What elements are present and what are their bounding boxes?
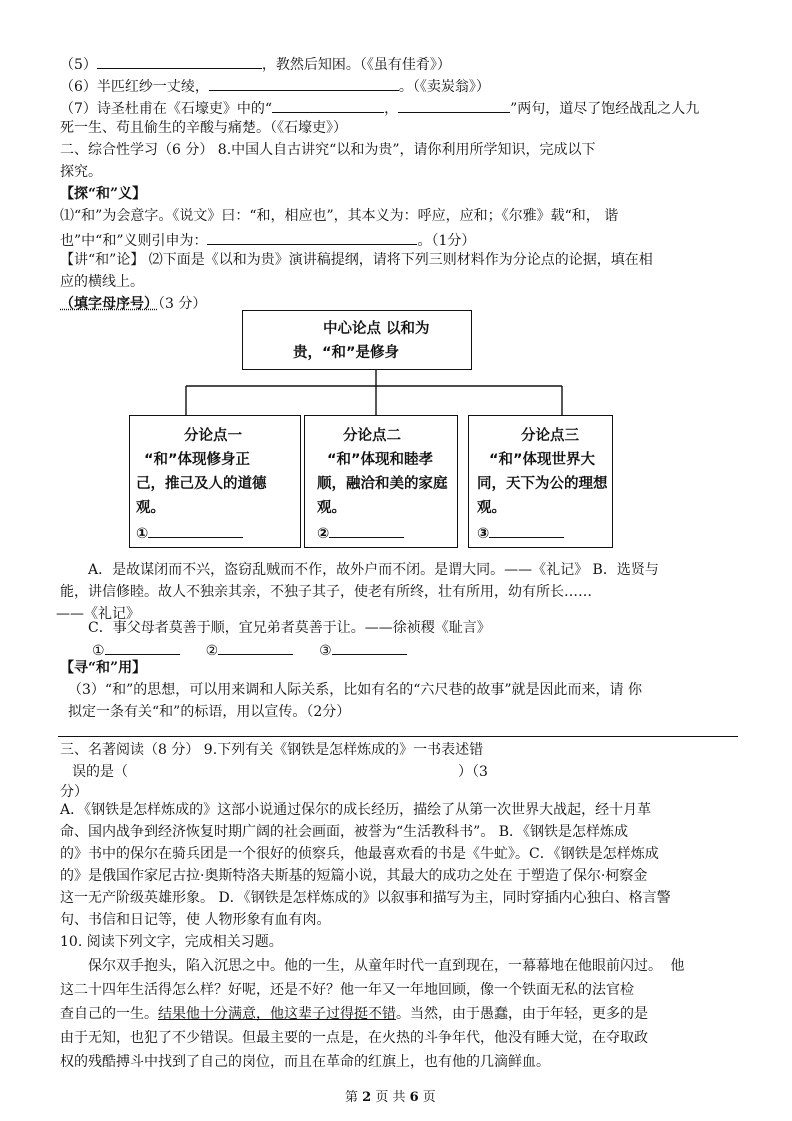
section2-title-cont: 探究。	[60, 164, 102, 180]
sub-argument-box-2: 分论点二 “和”体现和睦孝 顺，融洽和美的家庭 观。 ②	[304, 415, 458, 548]
heading-find-use: 【寻“和”用】	[60, 660, 147, 676]
material-a-line2: 能，讲信修睦。故人不独亲其亲，不独子其子，使老有所终，壮有所用，幼有所长……	[60, 584, 592, 600]
q2-fill-note: （填字母序号）（3 分）	[60, 296, 207, 312]
sub-argument-box-3: 分论点三 “和”体现世界大 同，天下为公的理想 观。 ③	[468, 415, 613, 548]
q2-line-a: 【讲“和”论】 ⑵下面是《以和为贵》演讲稿提纲，请将下列三则材料作为分论点的论据，填在相	[60, 252, 653, 268]
q7-line-7: （7）诗圣杜甫在《石壕吏》中的“ ， ”两句，道尽了饱经战乱之人九	[60, 96, 699, 119]
q7-line-5: （5） ，教然后知困。（《虽有佳肴》）	[60, 52, 451, 75]
question-10: 10. 阅读下列文字，完成相关习题。	[60, 934, 283, 950]
section3-title: 三、名著阅读（8 分） 9.下列有关《钢铁是怎样炼成的》一书表述错	[60, 742, 484, 758]
underlined-sentence: 结果他十分满意，他这辈子过得挺不错	[158, 1006, 396, 1022]
section2-title: 二、综合性学习（6 分） 8.中国人自古讲究“以和为贵”，请你利用所学知识，完成以下	[60, 142, 596, 158]
answer-blank[interactable]	[218, 638, 293, 655]
section3-title-cont: 误的是（ ）（3	[72, 764, 488, 780]
q2-line-b: 应的横线上。	[60, 274, 144, 290]
passage-line-4: 由于无知，也犯了不少错误。但最主要的一点是，在火热的斗争年代，他没有睡大觉，在夺取政	[60, 1030, 648, 1046]
answer-blank[interactable]	[489, 521, 564, 538]
q3-line-a: （3）“和”的思想，可以用来调和人际关系，比如有名的“六尺巷的故事”就是因此而来，请 你	[68, 682, 642, 698]
passage-line-2: 这二十四年生活得怎么样？好呢，还是不好？他一年又一年地回顾，像一个铁面无私的法官检	[60, 982, 634, 998]
q7-line-7b: 死一生、苟且偷生的辛酸与痛楚。（《石壕吏》）	[60, 120, 347, 136]
answer-blank[interactable]	[148, 521, 243, 538]
material-a-source: ——《礼记》	[56, 606, 140, 622]
option-line-3: 的》书中的保尔在骑兵团是一个很好的侦察兵，他最喜欢看的书是《牛虻》。C．《钢铁是怎样炼成	[60, 846, 659, 862]
passage-line-3: 查自己的一生。结果他十分满意，他这辈子过得挺不错。当然，由于愚蠢，由于年轻，更多的是	[60, 1006, 648, 1022]
q7-line-6: （6）半匹红纱一丈绫， 。（《卖炭翁》）	[60, 74, 490, 97]
option-line-1: A．《钢铁是怎样炼成的》这部小说通过保尔的成长经历，描绘了从第一次世界大战起，经十月革	[60, 802, 652, 818]
diagram-connectors	[0, 0, 792, 440]
answer-line[interactable]	[58, 736, 738, 737]
material-a-line1: A．是故谋闭而不兴，盗窃乱贼而不作，故外户而不闭。是谓大同。——《礼记》 B．选贤与	[88, 562, 659, 578]
option-line-4: 的》是俄国作家尼古拉·奥斯特洛夫斯基的短篇小说，其最大的成功之处在 于塑造了保尔·柯察金	[60, 868, 648, 884]
q1-line-b: 也”中“和”义则引申为： 。（1分）	[60, 228, 475, 251]
option-line-5: 这一无产阶级英雄形象。 D．《钢铁是怎样炼成的》以叙事和描写为主，同时穿插内心独白、格言警	[60, 890, 671, 906]
answer-blank[interactable]	[332, 638, 407, 655]
q1-line-a: ⑴“和”为会意字。《说文》曰：“和，相应也”，其本义为：呼应，应和；《尔雅》载“和， 谐	[60, 208, 619, 224]
passage-line-1: 保尔双手抱头，陷入沉思之中。他的一生，从童年时代一直到现在，一幕幕地在他眼前闪过。 他	[88, 958, 685, 974]
q3-line-b: 拟定一条有关“和”的标语，用以宣传。（2分）	[68, 704, 351, 720]
page-footer: 第 2 页 共 6 页	[345, 1090, 436, 1105]
heading-explore-meaning: 【探“和”义】	[60, 186, 147, 202]
answer-blank[interactable]	[105, 638, 180, 655]
material-answers: ① ② ③	[92, 638, 407, 661]
center-argument-box: 中心论点 以和为 贵，“和”是修身	[242, 310, 472, 370]
passage-line-5: 权的残酷搏斗中找到了自己的岗位，而且在革命的红旗上，也有他的几滴鲜血。	[60, 1054, 550, 1070]
option-line-6: 句、书信和日记等，使 人物形象有血有肉。	[60, 912, 331, 928]
sub-argument-box-1: 分论点一 “和”体现修身正 己，推己及人的道德 观。 ①	[129, 415, 301, 548]
option-line-2: 命、国内战争到经济恢复时期广阔的社会画面，被誉为“生活教科书”。 B．《钢铁是怎样炼成	[60, 824, 629, 840]
section3-title-points: 分）	[60, 784, 88, 800]
material-c: C．事父母者莫善于顺，宜兄弟者莫善于让。——徐祯稷《耻言》	[88, 620, 491, 636]
answer-blank[interactable]	[329, 521, 404, 538]
